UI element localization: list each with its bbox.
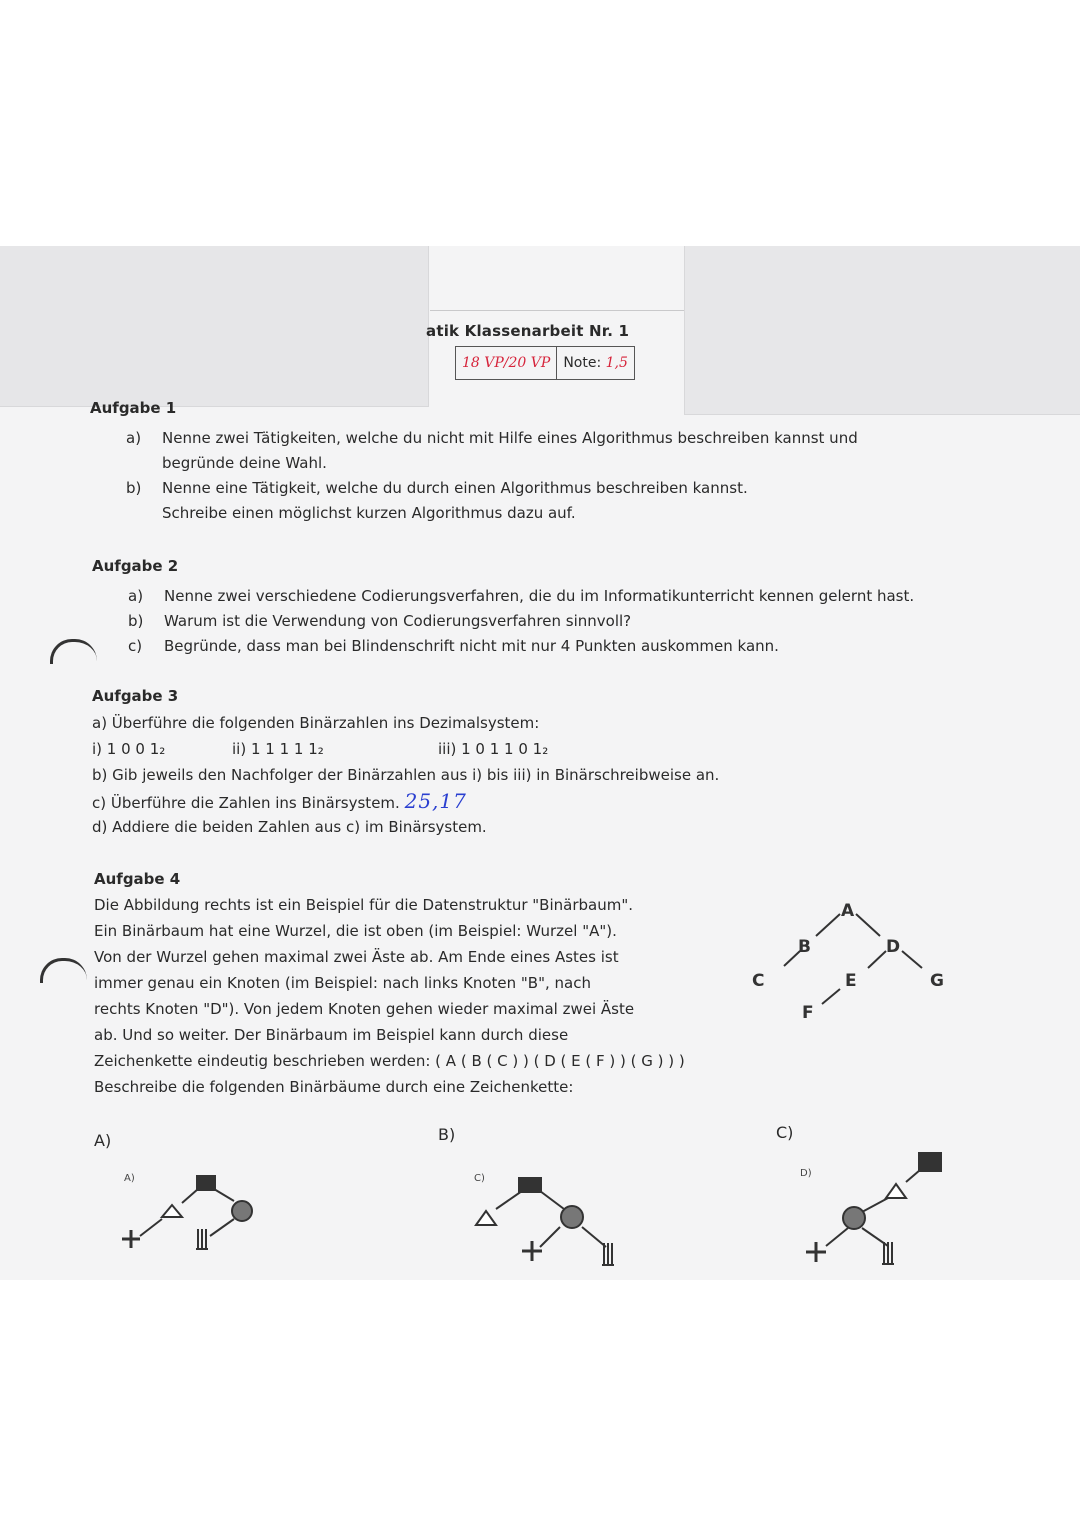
aufgabe3-a: a) Überführe die folgenden Binärzahlen ins Dezimalsystem: — [92, 714, 540, 732]
score-value: 18 VP/20 VP — [462, 355, 551, 371]
handwritten-numbers: 25,17 — [404, 789, 467, 813]
aufgabe2-heading: Aufgabe 2 — [92, 557, 179, 575]
exam-photo — [0, 246, 1080, 1280]
circle-symbol-icon — [561, 1206, 583, 1228]
symbol-tree-a — [110, 1161, 270, 1261]
tree-node-c: C — [752, 971, 765, 991]
aufgabe3-heading: Aufgabe 3 — [92, 687, 179, 705]
circle-symbol-icon — [843, 1207, 865, 1229]
small-label: A) — [124, 1173, 135, 1184]
symbol-tree-c — [790, 1146, 970, 1271]
square-symbol-icon — [918, 1152, 942, 1172]
aufgabe3-b: b) Gib jeweils den Nachfolger der Binärzahlen aus i) bis iii) in Binärschreibweise an. — [92, 766, 720, 784]
small-label: D) — [800, 1168, 812, 1179]
aufgabe3-i: i) 1 0 0 1₂ — [92, 740, 166, 758]
sub-label-c: C) — [776, 1123, 794, 1142]
sub-label-a: A) — [94, 1131, 112, 1150]
triple-bar-symbol-icon — [196, 1229, 208, 1249]
aufgabe1-b-line1: Nenne eine Tätigkeit, welche du durch einen Algorithmus beschreiben kannst. — [162, 479, 748, 497]
exam-title: atik Klassenarbeit Nr. 1 — [426, 322, 630, 340]
aufgabe4-line: Zeichenkette eindeutig beschrieben werden: ( A ( B ( C ) ) ( D ( E ( F ) ) ( G ) ) ) — [94, 1052, 685, 1070]
aufgabe2-item: c) Begründe, dass man bei Blindenschrift nicht mit nur 4 Punkten auskommen kann. — [128, 637, 779, 655]
tree-edge — [856, 914, 880, 936]
aufgabe1-b-line2: Schreibe einen möglichst kurzen Algorithmus dazu auf. — [162, 504, 576, 522]
square-symbol-icon — [196, 1175, 216, 1191]
aufgabe3-c-row — [92, 789, 467, 816]
tree-node-f: F — [802, 1003, 814, 1023]
aufgabe1-b-label: b) — [126, 479, 142, 497]
circle-symbol-icon — [232, 1201, 252, 1221]
aufgabe4-line: immer genau ein Knoten (im Beispiel: nach links Knoten "B", nach — [94, 974, 591, 992]
aufgabe4-line: Ein Binärbaum hat eine Wurzel, die ist oben (im Beispiel: Wurzel "A"). — [94, 922, 617, 940]
tree-node-e: E — [845, 971, 857, 991]
example-binary-tree — [740, 896, 960, 1026]
aufgabe2-item: b) Warum ist die Verwendung von Codierungsverfahren sinnvoll? — [128, 612, 632, 630]
triple-bar-symbol-icon — [882, 1242, 894, 1264]
aufgabe1-a — [126, 426, 858, 526]
symbol-tree-b — [460, 1161, 640, 1271]
aufgabe4-heading: Aufgabe 4 — [94, 870, 181, 888]
aufgabe4-line: rechts Knoten "D"). Von jedem Knoten gehen wieder maximal zwei Äste — [94, 1000, 635, 1018]
aufgabe3-d: d) Addiere die beiden Zahlen aus c) im Binärsystem. — [92, 818, 487, 836]
aufgabe2-list — [128, 584, 914, 659]
aufgabe1-a-line1: Nenne zwei Tätigkeiten, welche du nicht mit Hilfe eines Algorithmus beschreiben kannst und — [162, 429, 858, 447]
square-symbol-icon — [518, 1177, 542, 1193]
aufgabe4-line: Die Abbildung rechts ist ein Beispiel für die Datenstruktur "Binärbaum". — [94, 896, 633, 914]
sub-label-b: B) — [438, 1125, 456, 1144]
score-box — [455, 346, 635, 380]
aufgabe1-a-label: a) — [126, 429, 142, 447]
tree-node-b: B — [798, 937, 811, 957]
tree-edge — [868, 951, 886, 968]
tree-edge — [816, 914, 840, 936]
aufgabe3-c: c) Überführe die Zahlen ins Binärsystem. — [92, 794, 400, 812]
grade-label: Note: — [563, 355, 602, 371]
aufgabe4-text — [94, 892, 685, 1100]
triple-bar-symbol-icon — [602, 1243, 614, 1265]
tree-node-g: G — [930, 971, 944, 991]
aufgabe2-item: a) Nenne zwei verschiedene Codierungsverfahren, die du im Informatikunterricht kennen gelernt hast. — [128, 587, 915, 605]
tree-edge — [902, 951, 922, 968]
small-label: C) — [474, 1173, 485, 1184]
aufgabe1-a-line2: begründe deine Wahl. — [162, 454, 327, 472]
aufgabe1-heading: Aufgabe 1 — [90, 399, 177, 417]
aufgabe4-line: Von der Wurzel gehen maximal zwei Äste ab. Am Ende eines Astes ist — [94, 948, 619, 966]
header-rule — [430, 310, 684, 311]
folded-paper-left — [0, 246, 429, 407]
tree-node-a: A — [841, 901, 855, 921]
triangle-symbol-icon — [162, 1205, 182, 1217]
tree-node-d: D — [886, 937, 901, 957]
tree-edge — [822, 989, 840, 1004]
punch-hole-mark — [50, 639, 97, 664]
aufgabe4-line: ab. Und so weiter. Der Binärbaum im Beispiel kann durch diese — [94, 1026, 569, 1044]
punch-hole-mark — [40, 958, 87, 983]
grade-value: 1,5 — [605, 355, 628, 371]
aufgabe4-line: Beschreibe die folgenden Binärbäume durch eine Zeichenkette: — [94, 1078, 574, 1096]
aufgabe3-ii: ii) 1 1 1 1 1₂ — [232, 740, 324, 758]
aufgabe3-iii: iii) 1 0 1 1 0 1₂ — [438, 740, 549, 758]
grade-cell — [556, 347, 634, 379]
triangle-symbol-icon — [886, 1184, 906, 1198]
triangle-symbol-icon — [476, 1211, 496, 1225]
folded-paper-right — [684, 246, 1080, 415]
